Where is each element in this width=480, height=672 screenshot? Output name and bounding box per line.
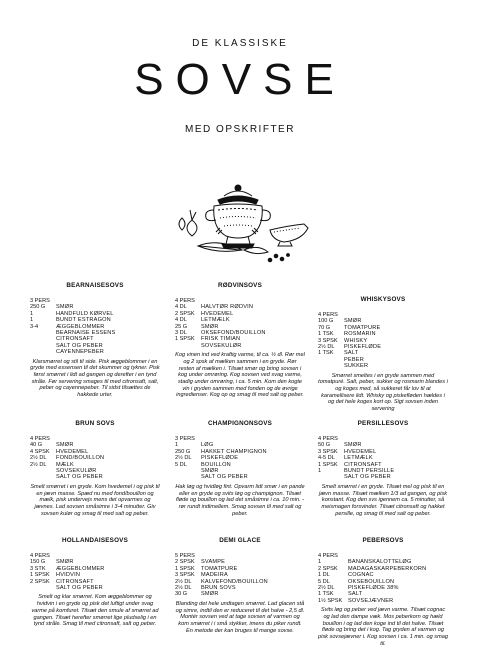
page-subtitle: MED OPSKRIFTER (185, 124, 295, 135)
recipe-method: Smelt og klar smørret. Kom æggeblommer og hvidvin i en gryde og pisk det luftigt under svag varme på komfuret. Tilsæt den smule af smørret ad gangen. Tilsæt herefter smørret lige pludselig i en tynd stråle. Smag til med citronsaft, salt og peber. (31, 594, 159, 628)
recipe-brun-sovs (30, 420, 160, 517)
recipe-method: Svits løg og peber ved jævn varme. Tilsæt cognac og lad den dampe væk. Mos peberkorn og hæld bouillon i og lad den koge ind til det halve. Tilsæt fløde og bring det i kog. Tag gryden af varmen og pisk sovsejævner i. Kog sovsen i ca. 1 min. og smag til. (318, 607, 448, 647)
recipe-demi-glace (175, 537, 305, 634)
recipe-method: Smørret smeltes i en gryde sammen med tomatpuré. Salt, peber, sukker og rosmarin blandes i og koges med, så sukkeret får lov til at karamellisere lidt. Whisky og piskefløden hældes i og det hele koges kort op. Sigt sovsen inden servering (318, 372, 448, 413)
ingredient-list: 50 G SMØR 3 SPSK HVEDEMEL 4-5 DL LETMÆLK 1 SPSK CITRONSAFT 1 BUNDT PERSILLE SALT OG PEBER (318, 442, 395, 481)
recipe-bearnaisesovs (30, 282, 160, 399)
ingredient-list: 150 G SMØR 3 STK ÆGGEBLOMMER 1 SPSK HVIDVIN 2 SPSK CITRONSAFT SALT OG PEBER (30, 559, 105, 592)
recipe-title: HOLLANDAISESOVS (62, 537, 128, 544)
recipe-title: PERSILLESOVS (357, 420, 409, 427)
recipe-whiskysovs (318, 296, 448, 413)
recipe-portion: 5 PERS (175, 553, 195, 559)
recipe-pebersovs (318, 537, 448, 647)
recipe-title: CHAMPIGNONSOVS (207, 420, 273, 427)
ingredient-list: 100 G SMØR 70 G TOMATPURÉ 1 TSK ROSMARIN 3 SPSK WHISKY 2½ DL PISKEFLØDE 1 TSK SALT PEBER SUKKER (318, 318, 382, 370)
recipe-champignonsovs (175, 420, 305, 517)
recipe-portion: 4 PERS (318, 312, 338, 318)
recipe-title: BRUN SOVS (75, 420, 115, 427)
ingredient-list: 1 BANANSKALOTTELØG 2 SPSK MADAGASKARPEBERKORN 1 DL COGNAC 5 DL OKSEBOUILLON 2½ DL PISKEFLØDE 38% 1 TSK SALT 1½ SPSK SOVSEJÆVNER (318, 559, 427, 604)
sauce-tureen-illustration (158, 180, 328, 266)
ingredient-list: 2 SPSK SVAMPE 1 SPSK TOMATPURÉ 3 SPSK MADEIRA 2½ DL KALVEFOND/BOUILLON 2½ DL BRUN SOVS 30 G SMØR (175, 559, 268, 598)
ingredient-list: 250 G SMØR 1 HÅNDFULD KØRVEL 1 BUNDT ESTRAGON 3-4 ÆGGEBLOMMER BEARNAISE ESSENS CITRONSAFT SALT OG PEBER CAYENNEPEBER (30, 304, 116, 356)
kicker-text: DE KLASSISKE (192, 38, 288, 49)
recipe-title: RØDVINSOVS (218, 282, 262, 289)
recipe-portion: 4 PERS (30, 553, 50, 559)
recipe-persillesovs (318, 420, 448, 517)
recipe-portion: 3 PERS (30, 298, 50, 304)
recipe-rodvinsovs (175, 282, 305, 399)
recipe-portion: 4 PERS (318, 553, 338, 559)
recipe-portion: 3 PERS (175, 436, 195, 442)
recipe-portion: 4 PERS (318, 436, 338, 442)
ingredient-list: 1 LØG 250 G HAKKET CHAMPIGNON 2½ DL PISKEFLØDE 5 DL BOUILLON SMØR SALT OG PEBER (175, 442, 267, 481)
recipe-method: Smelt smørret i en gryde. Tilsæt mel og pisk til en jævn masse. Tilsæt mælken 1/3 ad gangen, og pisk konstant. Kog den svs igennem ca. 5 minutter, så meismagen forsvinder. Tilsæt citronsaft og hakket persille, og smag til med salt og peber. (318, 483, 448, 517)
recipe-method: Blanding det hele undtagen smørret. Lad glacen stå og simre, indtil den er reduceret til det halve - 2,5 dl. Montér sovsen ved at tage sovsen af varmen og kom smørret i i små stykker, imens du piker rundt. En metode der kan bruges til mange sovse. (175, 600, 305, 634)
recipe-title: DEMI GLACE (219, 537, 261, 544)
recipe-method: Klarsmørret og stil til side. Pisk æggeblommer i en gryde med essensen til det skummer og tykner. Pisk først smørret i lidt ad gangen og derefter i en tynd stråle. Før servering smages til med citronsaft, salt, peber og cayennepeber. Til sidst tilsættes de hakkede urter. (30, 358, 160, 399)
recipe-method: Kog vinen ind ved kraftig varme, til ca. ½ dl. Rør mel og 2 spsk af mælken sammen i en gryde. Rør resten af mælken i. Tilsæt smør og bring sovsen i kog under omrøring. Kog sovsen ved svag varme, stadig under omrøring, i ca. 5 min. Kom den kogte vin i gryden sammen med fonden og de øvrige ingredienser. Kog op og smag til med salt og peber. (175, 352, 305, 399)
ingredient-list: 4 DL HALVTØR RØDVIN 2 SPSK HVEDEMEL 4 DL LETMÆLK 25 G SMØR 3 DL OKSEFOND/BOUILLON 1 SPSK FRISK TIMIAN SOVSEKULØR (175, 304, 266, 349)
recipe-hollandaisesovs (30, 537, 160, 628)
recipe-portion: 4 PERS (30, 436, 50, 442)
recipe-method: Smelt smørret i en gryde. Kom hvedemel i og pisk til en jævn masse. Spæd nu med fond/bouillon og mælk, pisk undervejs mens det opvarmes og jævnes. Lad sovsen småsimre i 3-4 minutter. Giv sovsen kulør og smag til med salt og peber. (30, 483, 160, 517)
recipe-title: BEARNAISESOVS (66, 282, 124, 289)
page-title: SOVSE (134, 55, 346, 104)
recipe-method: Hak løg og hvidløg fint. Opvarm lidt smør i en pande eller en gryde og svits løg og champignon. Tilsæt fløde og bouillon og lad det småsimre i ca. 10 min. - rør rundt indimellem. Smag sovsen til med salt og peber. (175, 483, 305, 517)
ingredient-list: 40 G SMØR 4 SPSK HVEDEMEL 2½ DL FOND/BOUILLON 2½ DL MÆLK SOVSEKULØR SALT OG PEBER (30, 442, 105, 481)
recipe-title: WHISKYSOVS (360, 296, 406, 303)
recipe-title: PEBERSOVS (362, 537, 404, 544)
recipe-portion: 4 PERS (175, 298, 195, 304)
